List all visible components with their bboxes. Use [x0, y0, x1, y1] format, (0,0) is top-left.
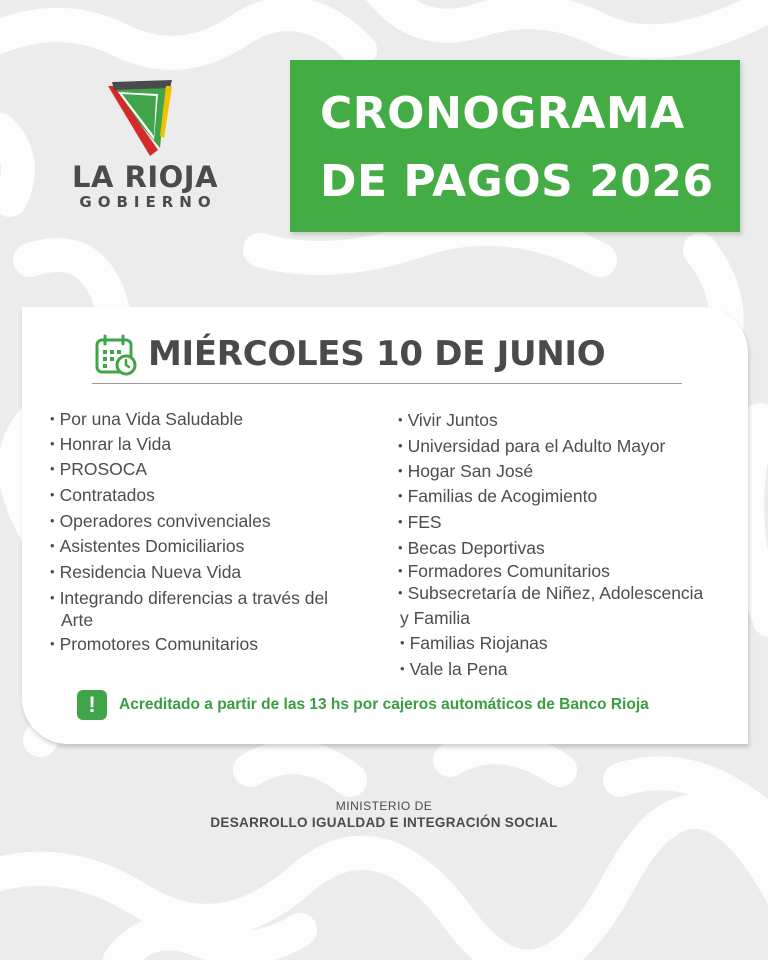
list-item: • Asistentes Domiciliarios — [50, 536, 245, 556]
title-banner — [290, 60, 740, 232]
credit-notice-text: Acreditado a partir de las 13 hs por cajeros automáticos de Banco Rioja — [119, 696, 649, 713]
banner-title-line-2: DE PAGOS 2026 — [320, 156, 714, 207]
list-item: • Promotores Comunitarios — [50, 634, 258, 654]
exclamation-icon: ! — [77, 690, 107, 720]
list-item: • FES — [398, 512, 442, 532]
ministry-name: DESARROLLO IGUALDAD E INTEGRACIÓN SOCIAL — [210, 815, 558, 830]
logo-subtitle: GOBIERNO — [79, 193, 217, 211]
list-item: • Familias de Acogimiento — [398, 486, 598, 506]
list-item: • Subsecretaría de Niñez, Adolescencia — [398, 583, 704, 603]
list-item: • Operadores convivenciales — [50, 511, 271, 531]
ministry-footer — [0, 799, 768, 833]
list-item: • Hogar San José — [398, 461, 534, 481]
list-item: • Por una Vida Saludable — [50, 409, 244, 429]
la-rioja-emblem-icon — [104, 78, 176, 160]
banner-title-line-1: CRONOGRAMA — [320, 88, 685, 139]
date-divider — [92, 383, 682, 384]
list-item-continuation: Arte — [61, 610, 94, 630]
schedule-card — [22, 307, 748, 744]
list-item: • Contratados — [50, 485, 155, 505]
list-item-continuation: y Familia — [400, 608, 471, 628]
list-item: • Residencia Nueva Vida — [50, 562, 242, 582]
list-item: • PROSOCA — [50, 459, 148, 479]
logo-title: LA RIOJA — [71, 160, 219, 194]
list-item: • Honrar la Vida — [50, 434, 172, 454]
la-rioja-logo — [60, 78, 230, 218]
list-item: • Vivir Juntos — [398, 410, 498, 430]
date-header — [94, 329, 694, 381]
calendar-clock-icon — [94, 333, 138, 377]
list-item: • Universidad para el Adulto Mayor — [398, 436, 666, 456]
credit-notice — [77, 690, 717, 722]
payment-date: MIÉRCOLES 10 DE JUNIO — [148, 334, 606, 374]
list-item: • Formadores Comunitarios — [398, 561, 610, 581]
list-item: • Vale la Pena — [400, 659, 508, 679]
list-item: • Integrando diferencias a través del — [50, 588, 329, 608]
list-item: • Familias Riojanas — [400, 633, 548, 653]
list-item: • Becas Deportivas — [398, 538, 545, 558]
ministry-label: MINISTERIO DE — [335, 799, 433, 813]
